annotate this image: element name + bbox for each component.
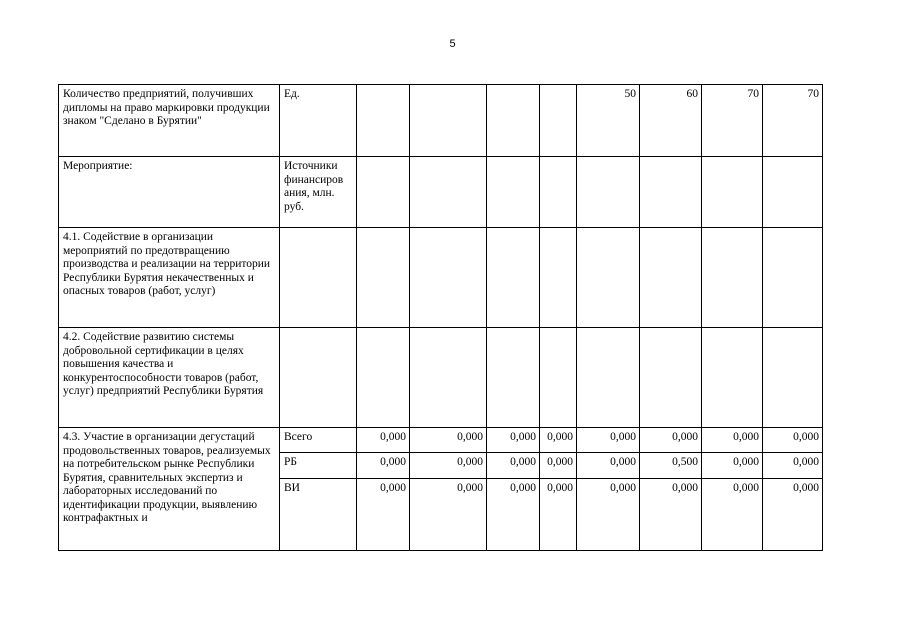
program-indicators-table [58, 84, 823, 551]
empty-cell [280, 328, 357, 428]
value-cell [357, 85, 410, 157]
value-cell: 0,000 [763, 479, 823, 551]
empty-cell [577, 157, 640, 228]
page-number: 5 [449, 38, 456, 50]
value-cell: 0,000 [702, 428, 763, 453]
value-cell: 0,000 [540, 453, 577, 479]
value-cell: 0,000 [487, 479, 540, 551]
value-cell: 0,000 [640, 479, 702, 551]
value-cell: 0,000 [357, 453, 410, 479]
activity-name-cell: 4.3. Участие в организации дегустаций продовольственных товаров, реализуемых на потребительском рынке Республики Бурятия, сравнительных экспертиз и лабораторных исследований по идентификации продукции, выявлению контрафактных и [59, 428, 280, 551]
activity-name-cell: 4.1. Содействие в организации мероприятий по предотвращению производства и реализации на территории Республики Бурятия некачественных и опасных товаров (работ, услуг) [59, 228, 280, 328]
empty-cell [410, 328, 487, 428]
value-cell: 0,000 [357, 428, 410, 453]
empty-cell [702, 157, 763, 228]
table-row [59, 328, 823, 428]
empty-cell [487, 228, 540, 328]
value-cell: 0,000 [410, 453, 487, 479]
value-cell: 0,000 [702, 453, 763, 479]
activity-name-cell: 4.2. Содействие развитию системы добровольной сертификации в целях повышения качества и конкурентоспособности товаров (работ, услуг) предприятий Республики Бурятия [59, 328, 280, 428]
table-row [59, 157, 823, 228]
table-row [59, 85, 823, 157]
empty-cell [577, 328, 640, 428]
empty-cell [640, 228, 702, 328]
value-cell: 0,500 [640, 453, 702, 479]
empty-cell [410, 228, 487, 328]
value-cell: 0,000 [540, 428, 577, 453]
value-cell: 0,000 [640, 428, 702, 453]
funding-sources-cell: Источники финансиров ания, млн. руб. [280, 157, 357, 228]
source-cell: Всего [280, 428, 357, 453]
value-cell: 0,000 [410, 428, 487, 453]
table-row [59, 228, 823, 328]
empty-cell [640, 328, 702, 428]
value-cell: 0,000 [577, 479, 640, 551]
source-cell: ВИ [280, 479, 357, 551]
empty-cell [410, 157, 487, 228]
empty-cell [763, 228, 823, 328]
empty-cell [702, 328, 763, 428]
value-cell: 0,000 [487, 428, 540, 453]
value-cell: 0,000 [577, 453, 640, 479]
source-cell: РБ [280, 453, 357, 479]
value-cell: 0,000 [357, 479, 410, 551]
empty-cell [577, 228, 640, 328]
value-cell: 0,000 [487, 453, 540, 479]
unit-cell: Ед. [280, 85, 357, 157]
value-cell: 0,000 [577, 428, 640, 453]
empty-cell [763, 328, 823, 428]
value-cell: 0,000 [702, 479, 763, 551]
empty-cell [280, 228, 357, 328]
empty-cell [763, 157, 823, 228]
value-cell: 70 [702, 85, 763, 157]
empty-cell [540, 228, 577, 328]
empty-cell [357, 157, 410, 228]
empty-cell [357, 228, 410, 328]
empty-cell [640, 157, 702, 228]
empty-cell [357, 328, 410, 428]
activity-header-cell: Мероприятие: [59, 157, 280, 228]
value-cell: 0,000 [540, 479, 577, 551]
value-cell: 60 [640, 85, 702, 157]
empty-cell [487, 157, 540, 228]
value-cell: 50 [577, 85, 640, 157]
value-cell: 0,000 [763, 428, 823, 453]
empty-cell [540, 328, 577, 428]
value-cell: 0,000 [410, 479, 487, 551]
empty-cell [540, 157, 577, 228]
empty-cell [702, 228, 763, 328]
value-cell [410, 85, 487, 157]
value-cell [540, 85, 577, 157]
table-row [59, 428, 823, 453]
empty-cell [487, 328, 540, 428]
value-cell [487, 85, 540, 157]
value-cell: 0,000 [763, 453, 823, 479]
value-cell: 70 [763, 85, 823, 157]
indicator-name-cell: Количество предприятий, получивших дипломы на право маркировки продукции знаком "Сделано в Бурятии" [59, 85, 280, 157]
